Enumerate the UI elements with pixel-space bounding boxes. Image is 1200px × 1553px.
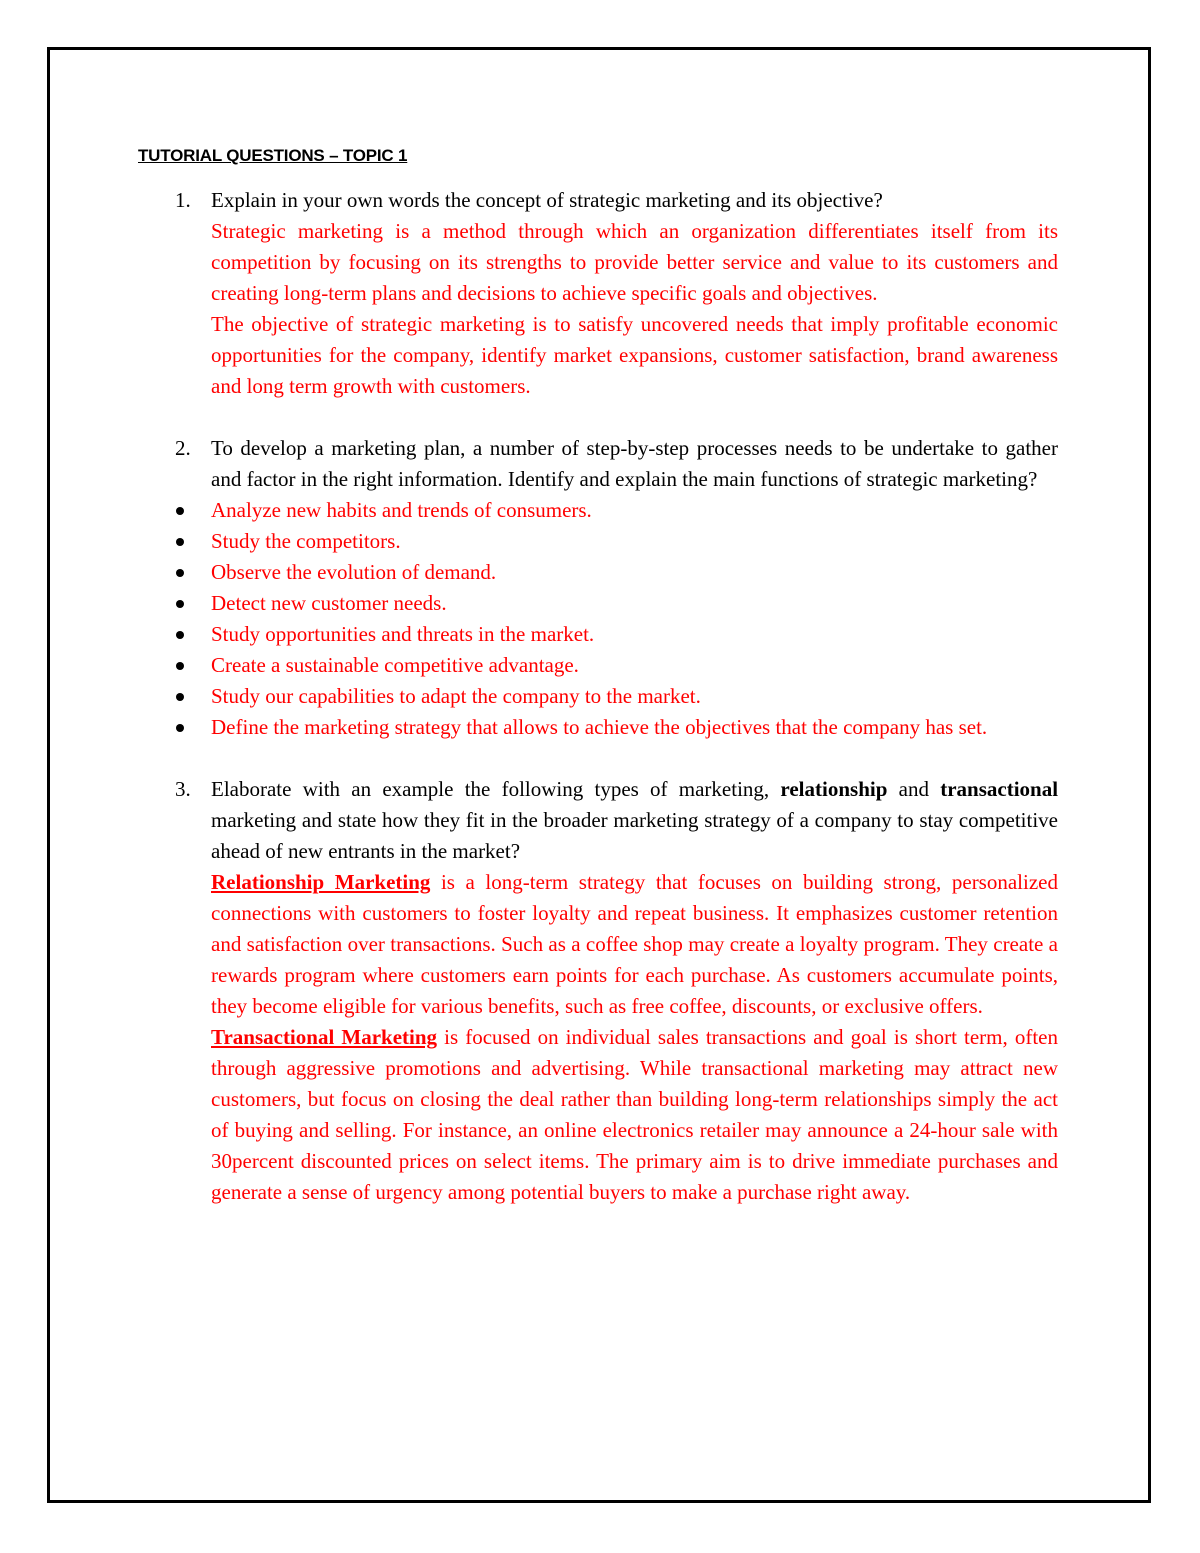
bullet-icon [176, 693, 184, 701]
question-2 [168, 433, 1058, 495]
answer-1-paragraph-1: Strategic marketing is a method through which an organization differentiates itself from its competition by focusing on its strengths to provide better service and value to its customers and creating long-term plans and decisions to achieve specific goals and objectives. [211, 219, 1058, 305]
list-item: Define the marketing strategy that allows to achieve the objectives that the company has set. [168, 712, 1058, 743]
bullet-icon [176, 538, 184, 546]
list-item: Create a sustainable competitive advantage. [168, 650, 1058, 681]
list-item: Observe the evolution of demand. [168, 557, 1058, 588]
question-1 [168, 185, 1058, 216]
keyword-transactional: transactional [940, 777, 1059, 801]
keyword-relationship: relationship [780, 777, 888, 801]
bullet-icon [176, 569, 184, 577]
document-title: TUTORIAL QUESTIONS – TOPIC 1 [138, 146, 408, 165]
term-transactional-marketing: Transactional Marketing [211, 1025, 438, 1049]
document-body [168, 185, 1058, 1208]
term-relationship-marketing: Relationship Marketing [211, 870, 431, 894]
answer-3-relationship: Relationship Marketing is a long-term strategy that focuses on building strong, personalized connections with customers to foster loyalty and repeat business. It emphasizes customer retention and satisfaction over transactions. Such as a coffee shop may create a loyalty program. They create a rewards program where customers earn points for each purchase. As customers accumulate points, they become eligible for various benefits, such as free coffee, discounts, or exclusive offers. [211, 870, 1058, 1018]
answer-1-paragraph-2: The objective of strategic marketing is to satisfy uncovered needs that imply profitable economic opportunities for the company, identify market expansions, customer satisfaction, brand awareness and long term growth with customers. [211, 312, 1058, 398]
answer-3-transactional: Transactional Marketing is focused on individual sales transactions and goal is short term, often through aggressive promotions and advertising. While transactional marketing may attract new customers, but focus on closing the deal rather than building long-term relationships simply the act of buying and selling. For instance, an online electronics retailer may announce a 24-hour sale with 30percent discounted prices on select items. The primary aim is to drive immediate purchases and generate a sense of urgency among potential buyers to make a purchase right away. [211, 1025, 1058, 1204]
list-item: Study the competitors. [168, 526, 1058, 557]
answer-2-bullet-list [168, 495, 1058, 743]
bullet-icon [176, 662, 184, 670]
question-text: To develop a marketing plan, a number of step-by-step processes needs to be undertake to gather and factor in the right information. Identify and explain the main functions of strategic marketing? [211, 436, 1058, 491]
list-item: Study opportunities and threats in the market. [168, 619, 1058, 650]
bullet-icon [176, 507, 184, 515]
question-3: 3. Elaborate with an example the following types of marketing, relationship and transactional marketing and state how they fit in the broader marketing strategy of a company to stay competitive ahead of new entrants in the market? [168, 774, 1058, 867]
list-item: Study our capabilities to adapt the company to the market. [168, 681, 1058, 712]
question-number: 2. [175, 436, 191, 460]
bullet-icon [176, 724, 184, 732]
question-number: 3. [175, 777, 191, 801]
question-text: Elaborate with an example the following types of marketing, [211, 777, 770, 801]
list-item: Detect new customer needs. [168, 588, 1058, 619]
bullet-icon [176, 631, 184, 639]
list-item: Analyze new habits and trends of consumers. [168, 495, 1058, 526]
bullet-icon [176, 600, 184, 608]
question-text: Explain in your own words the concept of strategic marketing and its objective? [211, 188, 883, 212]
question-number: 1. [175, 188, 191, 212]
